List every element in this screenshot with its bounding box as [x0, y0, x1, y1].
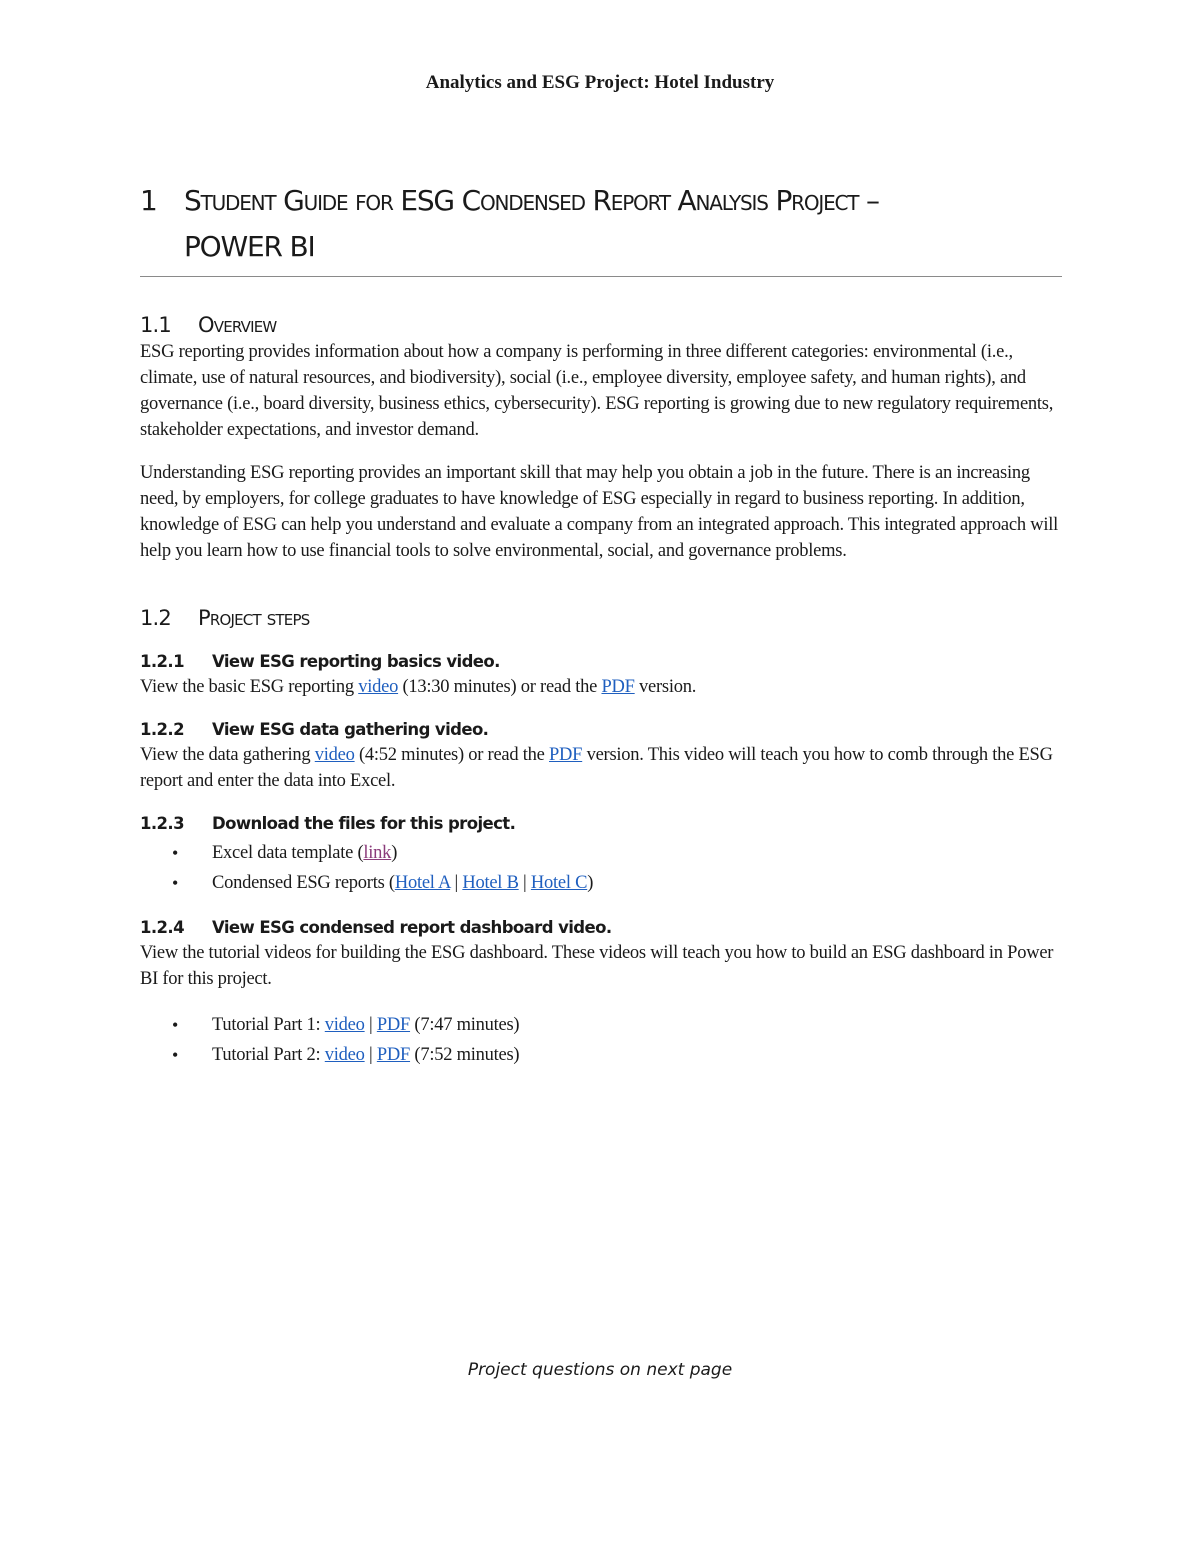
text-run: View the basic ESG reporting	[140, 677, 359, 697]
bullet-icon: •	[172, 843, 179, 863]
title-main: Student Guide for ESG Condensed Report Analysis Project –	[184, 184, 879, 217]
step-title: View ESG data gathering video.	[212, 720, 489, 739]
text-run: View the data gathering	[140, 745, 315, 765]
step-title: Download the files for this project.	[212, 814, 516, 833]
download-list	[140, 838, 1062, 898]
separator: |	[450, 873, 463, 893]
step-1-text	[140, 674, 1062, 700]
separator: |	[364, 1045, 377, 1065]
step-number: 1.2.3	[140, 814, 184, 833]
step-2-text	[140, 742, 1062, 794]
hotel-b-link[interactable]: Hotel B	[462, 873, 519, 893]
list-item	[140, 868, 1062, 898]
step-number: 1.2.2	[140, 720, 184, 739]
section-number: 1.1	[140, 313, 171, 337]
bullet-icon: •	[172, 1015, 179, 1035]
section-title: Project steps	[198, 606, 310, 630]
section-number: 1.2	[140, 606, 171, 630]
list-item	[140, 1040, 1062, 1070]
text-run: (13:30 minutes) or read the	[398, 677, 602, 697]
title-text	[184, 178, 1062, 270]
hotel-a-link[interactable]: Hotel A	[394, 873, 451, 893]
overview-paragraph-1: ESG reporting provides information about how a company is performing in three different categories: environmental (i.e., climate, use of natural resources, and biodiversity), social (i.e., employee diversity, employee safety, and human rights), and governance (i.e., board diversity, business ethics, cybersecurity). ESG reporting is growing due to new regulatory requirements, stakeholder expectations, and investor demand.	[140, 342, 1054, 440]
step-heading-dashboard-video	[140, 916, 1062, 940]
step-number: 1.2.1	[140, 652, 184, 671]
section-title: Overview	[198, 313, 277, 337]
bullet-icon: •	[172, 1045, 179, 1065]
step-title: View ESG reporting basics video.	[212, 652, 500, 671]
step-heading-download-files	[140, 812, 1062, 836]
tutorial-2-pdf-link[interactable]: PDF	[376, 1045, 411, 1065]
text-run: (7:52 minutes)	[410, 1045, 520, 1065]
text-run: version.	[634, 677, 697, 697]
data-gathering-video-link[interactable]: video	[314, 745, 355, 765]
reporting-basics-pdf-link[interactable]: PDF	[601, 677, 635, 697]
tutorial-1-pdf-link[interactable]: PDF	[376, 1015, 411, 1035]
text-run: )	[587, 873, 594, 893]
tutorial-1-video-link[interactable]: video	[324, 1015, 365, 1035]
running-header: Analytics and ESG Project: Hotel Industry	[425, 72, 775, 93]
bullet-icon: •	[172, 873, 179, 893]
text-run: Tutorial Part 2:	[212, 1045, 325, 1065]
list-item	[140, 1010, 1062, 1040]
list-item	[140, 838, 1062, 868]
reporting-basics-video-link[interactable]: video	[358, 677, 399, 697]
text-run: Tutorial Part 1:	[212, 1015, 325, 1035]
step-heading-data-gathering	[140, 718, 1062, 742]
text-run: (4:52 minutes) or read the	[354, 745, 549, 765]
title-platform: POWER BI	[184, 230, 315, 263]
tutorial-list	[140, 1010, 1062, 1070]
text-run: Excel data template (	[212, 843, 364, 863]
text-run: version. This video will teach you how to comb through the ESG report and enter the data into Excel.	[140, 745, 1053, 791]
page-footer: Project questions on next page	[467, 1360, 733, 1380]
separator: |	[518, 873, 531, 893]
step-title: View ESG condensed report dashboard video.	[212, 918, 612, 937]
step-4-text: View the tutorial videos for building the ESG dashboard. These videos will teach you how to build an ESG dashboard in Power BI for this project.	[140, 943, 1054, 989]
step-heading-reporting-basics	[140, 650, 1062, 674]
data-gathering-pdf-link[interactable]: PDF	[549, 745, 583, 765]
excel-template-link[interactable]: link	[363, 843, 392, 863]
section-heading-overview	[140, 311, 1062, 339]
title-number: 1	[140, 184, 157, 217]
separator: |	[364, 1015, 377, 1035]
tutorial-2-video-link[interactable]: video	[324, 1045, 365, 1065]
step-number: 1.2.4	[140, 918, 184, 937]
overview-paragraph-2: Understanding ESG reporting provides an important skill that may help you obtain a job in the future. There is an increasing need, by employers, for college graduates to have knowledge of ESG especially in regard to business reporting. In addition, knowledge of ESG can help you understand and evaluate a company from an integrated approach. This integrated approach will help you learn how to use financial tools to solve environmental, social, and governance problems.	[140, 463, 1058, 561]
text-run: Condensed ESG reports (	[212, 873, 395, 893]
document-title	[140, 178, 1062, 277]
text-run: (7:47 minutes)	[410, 1015, 520, 1035]
hotel-c-link[interactable]: Hotel C	[530, 873, 588, 893]
text-run: )	[391, 843, 398, 863]
document-body	[140, 178, 1062, 1070]
section-heading-project-steps	[140, 604, 1062, 632]
